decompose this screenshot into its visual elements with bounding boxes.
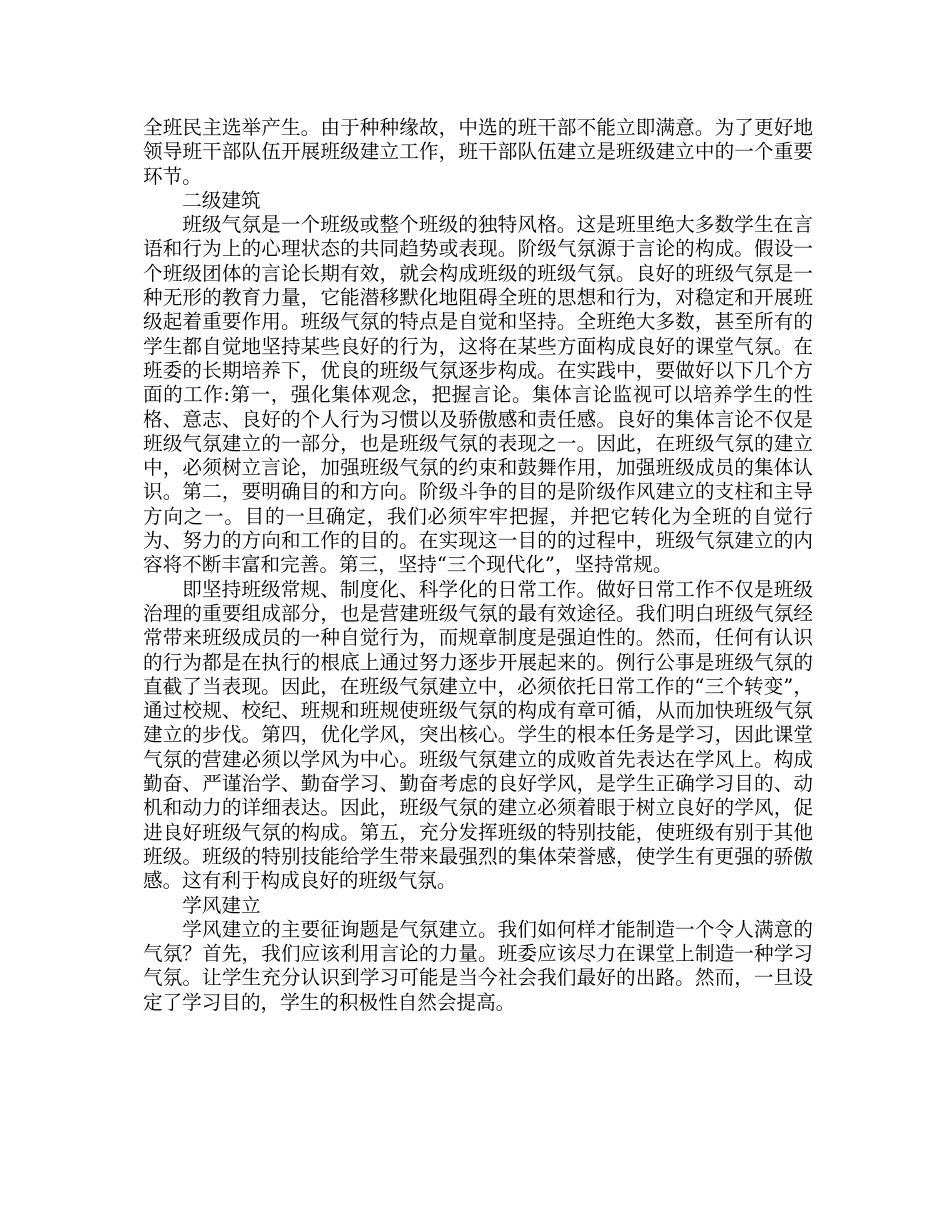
paragraph-1: 全班民主选举产生。由于种种缘故，中选的班干部不能立即满意。为了更好地领导班干部队伍开展班级建立工作，班干部队伍建立是班级建立中的一个重要环节。 (143, 116, 813, 188)
document-page (143, 116, 813, 1015)
section-heading-study-style: 学风建立 (182, 893, 261, 917)
section-heading-secondary-construction: 二级建筑 (182, 188, 261, 212)
paragraph-class-atmosphere: 班级气氛是一个班级或整个班级的独特风格。这是班里绝大多数学生在言语和行为上的心理状态的共同趋势或表现。阶级气氛源于言论的构成。假设一个班级团体的言论长期有效，就会构成班级的班级气氛。良好的班级气氛是一种无形的教育力量，它能潜移默化地阻碍全班的思想和行为，对稳定和开展班级起着重要作用。班级气氛的特点是自觉和坚持。全班绝大多数，甚至所有的学生都自觉地坚持某些良好的行为，这将在某些方面构成良好的课堂气氛。在班委的长期培养下，优良的班级气氛逐步构成。在实践中，要做好以下几个方面的工作:第一，强化集体观念，把握言论。集体言论监视可以培养学生的性格、意志、良好的个人行为习惯以及骄傲感和责任感。良好的集体言论不仅是班级气氛建立的一部分，也是班级气氛的表现之一。因此，在班级气氛的建立中，必须树立言论，加强班级气氛的约束和鼓舞作用，加强班级成员的集体认识。第二，要明确目的和方向。阶级斗争的目的是阶级作风建立的支柱和主导方向之一。目的一旦确定，我们必须牢牢把握，并把它转化为全班的自觉行为、努力的方向和工作的目的。在实现这一目的的过程中，班级气氛建立的内容将不断丰富和完善。第三，坚持“三个现代化”，坚持常规。 (143, 213, 813, 577)
paragraph-study-style: 学风建立的主要征询题是气氛建立。我们如何样才能制造一个令人满意的气氛？首先，我们应该利用言论的力量。班委应该尽力在课堂上制造一种学习气氛。让学生充分认识到学习可能是当今社会我们最好的出路。然而，一旦设定了学习目的，学生的积极性自然会提高。 (143, 917, 813, 1014)
paragraph-routine-work: 即坚持班级常规、制度化、科学化的日常工作。做好日常工作不仅是班级治理的重要组成部分，也是营建班级气氛的最有效途径。我们明白班级气氛经常带来班级成员的一种自觉行为，而规章制度是强迫性的。然而，任何有认识的行为都是在执行的根底上通过努力逐步开展起来的。例行公事是班级气氛的直截了当表现。因此，在班级气氛建立中，必须依托日常工作的“三个转变”，通过校规、校纪、班规和班规使班级气氛的构成有章可循，从而加快班级气氛建立的步伐。第四，优化学风，突出核心。学生的根本任务是学习，因此课堂气氛的营建必须以学风为中心。班级气氛建立的成败首先表达在学风上。构成勤奋、严谨治学、勤奋学习、勤奋考虑的良好学风，是学生正确学习目的、动机和动力的详细表达。因此，班级气氛的建立必须着眼于树立良好的学风，促进良好班级气氛的构成。第五，充分发挥班级的特别技能，使班级有别于其他班级。班级的特别技能给学生带来最强烈的集体荣誉感，使学生有更强的骄傲感。这有利于构成良好的班级气氛。 (143, 577, 813, 893)
